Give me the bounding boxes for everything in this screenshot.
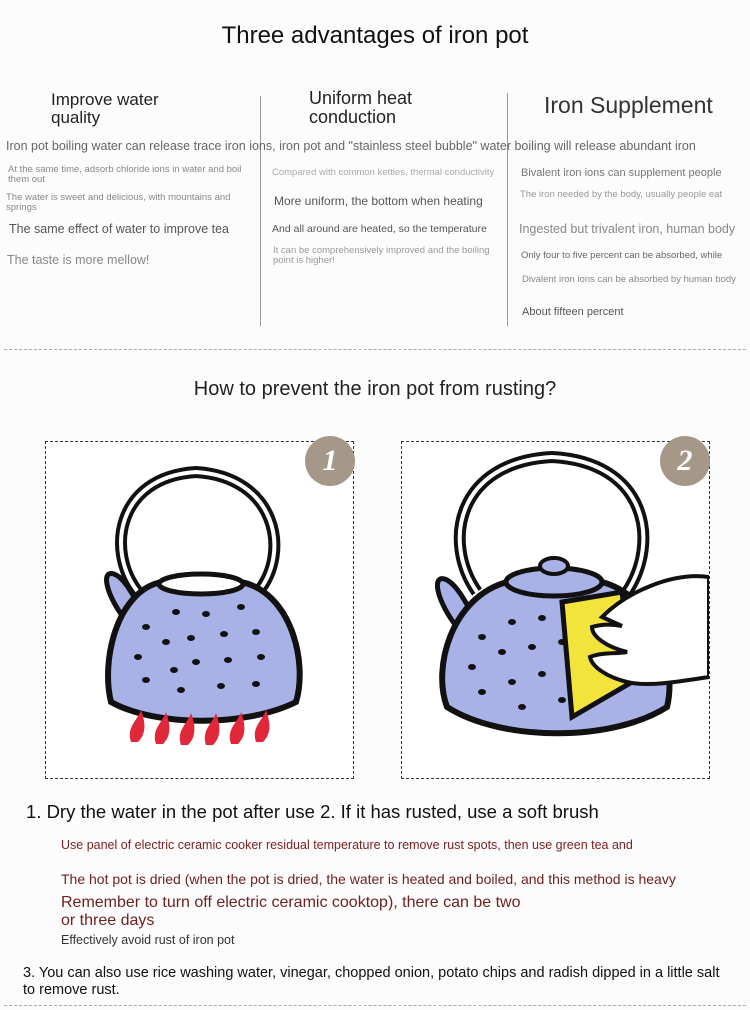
column-divider-2 <box>507 93 508 326</box>
col1-line-1: At the same time, adsorb chloride ions in water and boil them out <box>8 164 242 185</box>
step-heading: 1. Dry the water in the pot after use 2. If it has rusted, use a soft brush <box>26 801 599 822</box>
instruction-line-4: Effectively avoid rust of iron pot <box>61 933 235 947</box>
heading-iron-supplement: Iron Supplement <box>544 92 713 118</box>
col3-line-6: About fifteen percent <box>522 306 624 318</box>
col1-line-3: The same effect of water to improve tea <box>9 222 230 236</box>
col3-line-5: Divalent iron ions can be absorbed by human body <box>522 274 736 285</box>
instruction-line-2: The hot pot is dried (when the pot is dried, the water is heated and boiled, and this method is heavy <box>61 871 676 887</box>
col2-line-3: And all around are heated, so the temperature <box>272 223 487 235</box>
col2-line-2: More uniform, the bottom when heating <box>274 194 483 208</box>
col3-line-4: Only four to five percent can be absorbed, while <box>521 250 723 261</box>
col3-line-2: The iron needed by the body, usually people eat <box>520 189 723 200</box>
instruction-line-1: Use panel of electric ceramic cooker residual temperature to remove rust spots, then use green tea and <box>61 838 633 852</box>
pot-on-fire-illustration <box>46 442 353 778</box>
illustration-box-1 <box>45 441 354 779</box>
heading-uniform-heat-conduction: Uniform heat conduction <box>309 88 413 127</box>
rust-question: How to prevent the iron pot from rusting? <box>193 378 557 400</box>
illustration-box-2 <box>401 441 710 779</box>
spanning-line: Iron pot boiling water can release trace iron ions, iron pot and "stainless steel bubble" water boiling will release abundant iron <box>6 139 696 153</box>
col1-line-4: The taste is more mellow! <box>7 253 150 267</box>
dashed-divider-top <box>4 349 746 350</box>
step-badge-1: 1 <box>305 436 355 486</box>
instruction-line-3: Remember to turn off electric ceramic cooktop), there can be two or three days <box>61 894 521 929</box>
col3-line-1: Bivalent iron ions can supplement people <box>521 167 722 179</box>
step-badge-2: 2 <box>660 436 710 486</box>
col2-line-4: It can be comprehensively improved and the boiling point is higher! <box>273 245 490 266</box>
col3-line-3: Ingested but trivalent iron, human body <box>519 222 736 236</box>
col2-line-1: Compared with common kettles, thermal conductivity <box>272 167 495 178</box>
heading-improve-water-quality: Improve water quality <box>51 90 159 127</box>
dashed-divider-bottom <box>4 1005 746 1006</box>
col1-line-2: The water is sweet and delicious, with mountains and springs <box>6 192 231 213</box>
pot-cleaning-illustration <box>402 442 709 778</box>
page-title: Three advantages of iron pot <box>221 22 529 49</box>
tip-text: 3. You can also use rice washing water, vinegar, chopped onion, potato chips and radish dipped in a little salt to remove rust. <box>23 965 720 998</box>
